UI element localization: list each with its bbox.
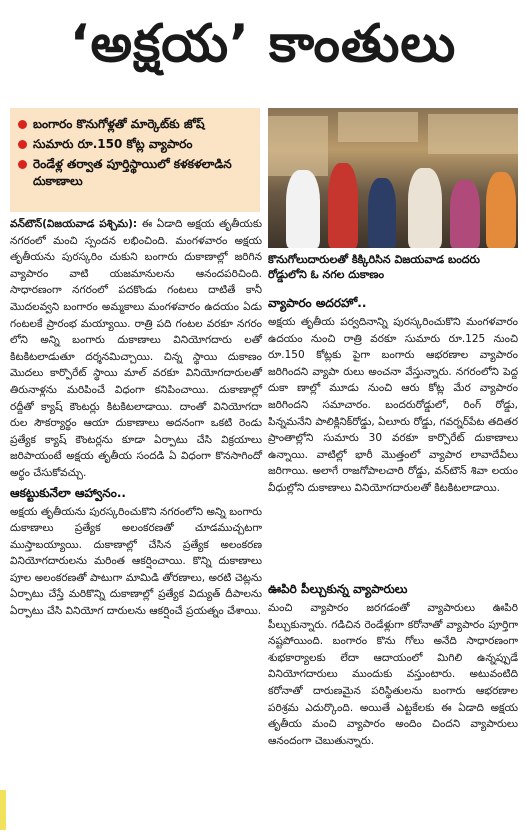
article-left-column: [10, 216, 262, 620]
subheading: ఆకట్టుకునేలా ఆహ్వానం..: [10, 485, 126, 500]
paragraph: అక్షయ తృతీయను పురస్కరించుకొని నగరంలోని అన్ని బంగారు దుకాణాలు ప్రత్యేక అలంకరణతో చూడముచ్చటగా ముస్తాబయ్యాయి. దుకాణాల్లో చేసిన ప్రత్యేక అలంకరణ వినియోగదారులను మరింత ఆకర్షించాయి. కొన్ని దుకాణాలు పూల అలంకరణతో పాటుగా మామిడి తోరణాలు, అరటి చెట్లను ఏర్పాటు చేస్తే మరికొన్ని దుకాణాల్లో ప్రత్యేక విద్యుత్‌ దీపాలను ఏర్పాటు చేసి వినియోగ దారులను ఆకర్షించే ప్రయత్నం చేశాయి.: [10, 505, 262, 618]
highlight-item: [18, 136, 252, 153]
subheading: ఊపిరి పీల్చుకున్న వ్యాపారులు: [268, 582, 408, 596]
subheading: వ్యాపారం అదరహో..: [268, 296, 367, 310]
highlights-box: [10, 108, 260, 212]
highlight-item: [18, 116, 252, 133]
paragraph: అక్షయ తృతీయ పర్వదినాన్ని పురస్కరించుకొని మంగళవారం ఉదయం నుంచి రాత్రి వరకూ సుమారు రూ.125 నుంచి రూ.150 కోట్లకు పైగా బంగారు ఆభరణాల వ్యాపారం జరిగిందని వ్యాపా రులు అంచనా వేస్తున్నారు. నగరంలోని పెద్ద దుకా ణాల్లో మూడు నుంచి ఆరు కోట్ల మేర వ్యాపారం జరిగిందని సమాచారం. బందరురోడ్డులో, రింగ్‌ రోడ్డు, పిన్నమనేని పాలిక్లినిక్‌రోడ్డు, ఏలూరు రోడ్డు, గవర్నర్‌పేట తదితర ప్రాంతాల్లోని సుమారు 30 వరకూ కార్పొరేట్‌ దుకాణాలు ఉన్నాయి. వాటిల్లో భారీ మొత్తంలో వ్యాపార లావాదేవీలు జరిగాయి. అలాగే రాజగోపాలచారి రోడ్డు, వన్‌టౌన్‌ శివా లయం వీధుల్లోని దుకాణాలు వినియోగదారులతో కిటకిటలాడాయి.: [268, 316, 518, 494]
headline: ‘అక్షయ’ కాంతులు: [69, 13, 457, 74]
paragraph-text: ఈ ఏడాది అక్షయ తృతీయకు నగరంలో మంచి స్పందన లభించింది. మంగళవారం అక్షయ తృతీయను పురస్కరిం చుకుని బంగారు దుకాణాల్లో జరిగిన వ్యాపారం వాటి యజమానులను ఆనందపరిచింది. సాధారణంగా నగరంలో పదకొండు గంటలు దాటితే కానీ మొదలవ్వని బంగారం అమ్మకాలు మంగళవారం ఉదయం ఏడు గంటలకే ప్రారంభ మయ్యాయి. రాత్రి పది గంటల వరకూ నగరం లోని అన్ని బంగారు దుకాణాలు వినియోగదారు లతో కిటకిటలాడుతూ దర్శనమిచ్చాయి. చిన్న స్థాయి దుకాణం మొదలు కార్పొరేట్‌ స్థాయి మాల్‌ వరకూ వినియోగదారులతో తిరునాళ్లను మరిపించే విధంగా కనిపించాయి. దుకాణాల్లో రద్దీతో క్యాష్‌ కౌంటర్లు కిటకిటలాడాయి. దాంతో వినియోగదా రుల సౌకర్యార్థం ఆయా దుకాణాలు అదనంగా ఒకటి రెండు ప్రత్యేక క్యాష్‌ కౌంటర్లను కూడా ఏర్పాటు చేసి విక్రయాలు జరిపాయంటే అక్షయ తృతీయ సందడి ఏ విధంగా కొనసాగిందో అర్థం చేసుకోవచ్చు.: [10, 218, 262, 479]
photo-caption: కొనుగోలుదారులతో కిక్కిరిసిన విజయవాడ బందరు రోడ్డులోని ఓ నగల దుకాణం: [268, 253, 480, 281]
bullet-icon: [18, 160, 27, 169]
article-right-column-top: [268, 292, 518, 497]
jewellery-shop-photo: [268, 108, 518, 248]
highlight-text: రెండేళ్ల తర్వాత పూర్తిస్థాయిలో కళకళలాడిన దుకాణాలు: [33, 157, 232, 188]
paragraph: మంచి వ్యాపారం జరగడంతో వ్యాపారులు ఊపిరి పీల్చుకున్నారు. గడిచిన రెండేళ్లుగా కరోనాతో వ్యాపారం పూర్తిగా నష్టపోయింది. బంగారం కొను గోలు అనేది సాధారణంగా శుభకార్యాలకు లేదా ఆదాయంలో మిగిలి ఉన్నప్పుడే వినియోగదారులు ముందుకు వస్తుంటారు. అటువంటిది కరోనాతో దారుణమైన పరిస్థితులను బంగారు ఆభరణాల పరిశ్రమ ఎదుర్కొంది. అయితే ఎట్టకేలకు ఈ ఏడాది అక్షయ తృతీయ మంచి వ్యాపారం అందిం చిందని వ్యాపారులు ఆనందంగా చెబుతున్నారు.: [268, 602, 518, 747]
highlight-text: బంగారం కొనుగోళ్లతో మార్కెట్‌కు జోష్: [33, 117, 205, 131]
bullet-icon: [18, 120, 27, 129]
highlight-item: [18, 156, 252, 190]
dateline: వన్‌టౌన్‌(విజయవాడ పశ్చిమ):: [10, 218, 138, 230]
highlight-text: సుమారు రూ.150 కోట్ల వ్యాపారం: [33, 137, 193, 151]
paragraph: [10, 216, 262, 482]
article-right-column-bottom: [268, 578, 518, 749]
bullet-icon: [18, 140, 27, 149]
page-edge-marker: [0, 790, 6, 830]
